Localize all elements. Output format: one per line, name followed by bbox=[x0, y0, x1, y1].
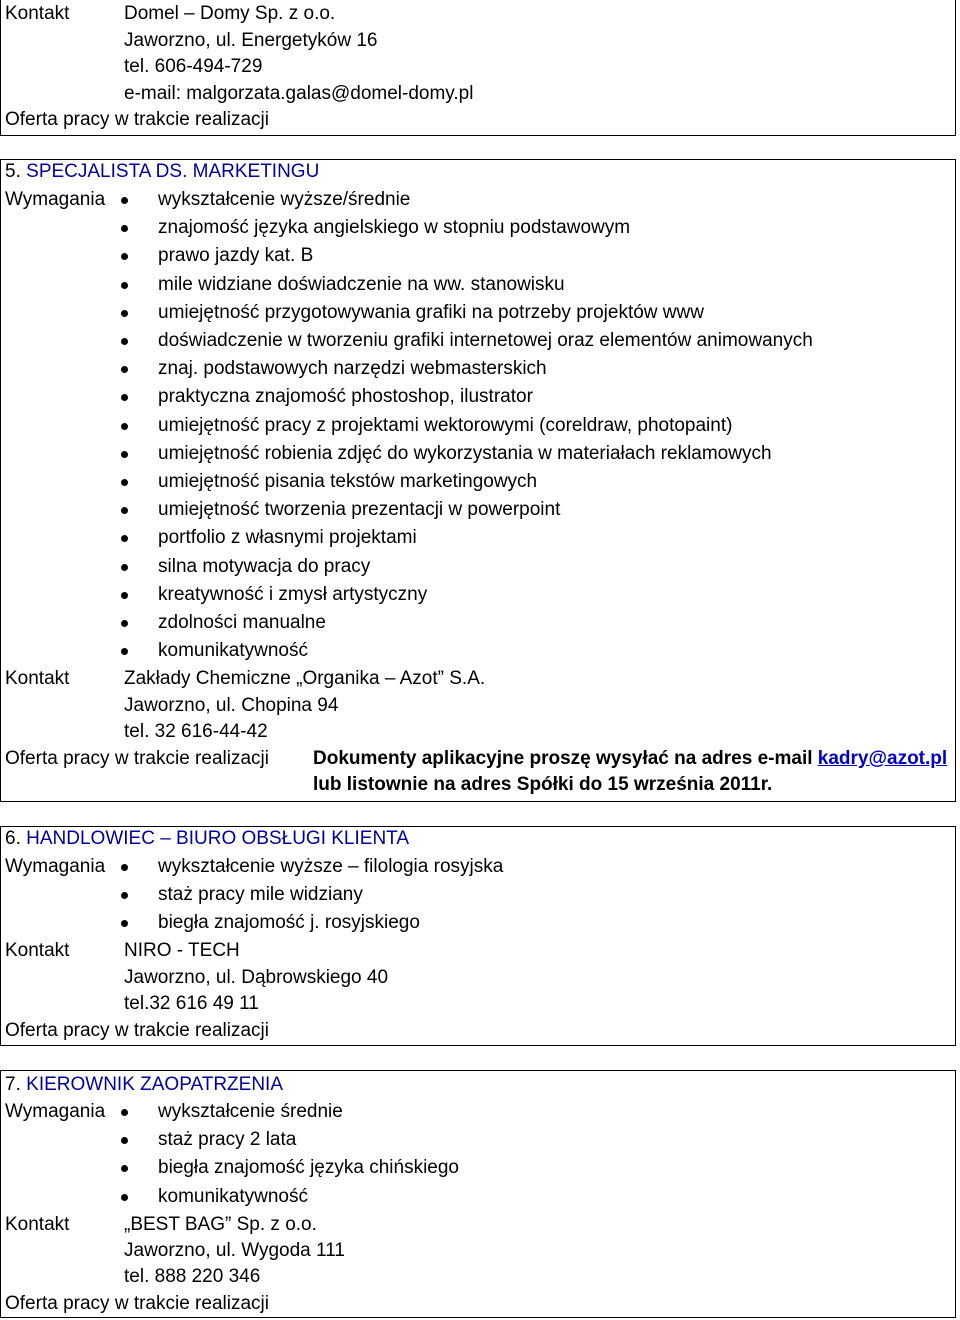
contact-phone: tel. 606-494-729 bbox=[124, 56, 263, 77]
contact-address: Jaworzno, ul. Chopina 94 bbox=[124, 695, 339, 716]
section-heading bbox=[5, 1074, 283, 1096]
requirement-text: kreatywność i zmysł artystyczny bbox=[158, 583, 428, 605]
offer-section-6 bbox=[0, 826, 956, 1046]
requirement-text: znajomość języka angielskiego w stopniu podstawowym bbox=[158, 217, 631, 239]
requirement-text: umiejętność tworzenia prezentacji w powerpoint bbox=[158, 499, 561, 521]
bullet-icon bbox=[121, 423, 128, 430]
contact-company: NIRO - TECH bbox=[124, 940, 240, 961]
requirements-label: Wymagania bbox=[5, 856, 106, 877]
bullet-icon bbox=[121, 648, 128, 655]
requirement-text: staż pracy 2 lata bbox=[158, 1129, 297, 1151]
bullet-icon bbox=[121, 1194, 128, 1201]
bullet-icon bbox=[121, 451, 128, 458]
requirement-text: wykształcenie wyższe/średnie bbox=[158, 189, 411, 210]
requirement-text: wykształcenie wyższe – filologia rosyjska bbox=[158, 856, 504, 877]
bullet-icon bbox=[121, 338, 128, 345]
contact-address: Jaworzno, ul. Wygoda 111 bbox=[124, 1240, 345, 1261]
offer-status: Oferta pracy w trakcie realizacji bbox=[5, 748, 269, 769]
requirement-text: prawo jazdy kat. B bbox=[158, 245, 314, 267]
section-heading bbox=[5, 828, 409, 850]
bullet-icon bbox=[121, 892, 128, 899]
contact-phone: tel. 888 220 346 bbox=[124, 1266, 261, 1287]
requirement-text: praktyczna znajomość phostoshop, ilustrator bbox=[158, 386, 533, 408]
offer-status: Oferta pracy w trakcie realizacji bbox=[5, 109, 269, 130]
requirement-text: portfolio z własnymi projektami bbox=[158, 527, 417, 549]
requirement-text: mile widziane doświadczenie na ww. stanowisku bbox=[158, 273, 565, 295]
email-link[interactable]: kadry@azot.pl bbox=[817, 748, 948, 769]
requirement-text: doświadczenie w tworzeniu grafiki internetowej oraz elementów animowanych bbox=[158, 330, 813, 351]
requirements-label: Wymagania bbox=[5, 189, 106, 210]
requirement-text: umiejętność robienia zdjęć do wykorzystania w materiałach reklamowych bbox=[158, 442, 772, 464]
bullet-icon bbox=[121, 592, 128, 599]
requirement-text: staż pracy mile widziany bbox=[158, 884, 363, 906]
requirement-text: silna motywacja do pracy bbox=[158, 555, 371, 577]
section-number: 7. bbox=[5, 1074, 21, 1095]
section-number: 5. bbox=[5, 161, 21, 182]
requirement-text: umiejętność pisania tekstów marketingowych bbox=[158, 471, 538, 492]
contact-email: e-mail: malgorzata.galas@domel-domy.pl bbox=[124, 83, 474, 104]
kontakt-label: Kontakt bbox=[5, 1214, 70, 1235]
requirement-text: zdolności manualne bbox=[158, 612, 326, 633]
contact-phone: tel. 32 616-44-42 bbox=[124, 721, 268, 742]
note-text: Dokumenty aplikacyjne proszę wysyłać na adres e-mail bbox=[313, 748, 818, 769]
requirement-text: umiejętność przygotowywania grafiki na potrzeby projektów www bbox=[158, 301, 704, 323]
kontakt-label: Kontakt bbox=[5, 3, 70, 24]
requirement-text: umiejętność pracy z projektami wektorowymi (coreldraw, photopaint) bbox=[158, 414, 733, 436]
application-note-line2: lub listownie na adres Spółki do 15 września 2011r. bbox=[313, 774, 773, 795]
bullet-icon bbox=[121, 366, 128, 373]
bullet-icon bbox=[121, 282, 128, 289]
bullet-icon bbox=[121, 479, 128, 486]
contact-address: Jaworzno, ul. Energetyków 16 bbox=[124, 30, 378, 51]
offer-status: Oferta pracy w trakcie realizacji bbox=[5, 1020, 269, 1041]
offer-section-5 bbox=[0, 159, 956, 802]
contact-company: Domel – Domy Sp. z o.o. bbox=[124, 3, 336, 24]
section-heading bbox=[5, 161, 319, 183]
offer-section-4 bbox=[0, 0, 956, 136]
section-number: 6. bbox=[5, 828, 21, 849]
requirement-text: komunikatywność bbox=[158, 1185, 308, 1207]
contact-address: Jaworzno, ul. Dąbrowskiego 40 bbox=[124, 967, 389, 988]
bullet-icon bbox=[121, 620, 128, 627]
requirement-text: znaj. podstawowych narzędzi webmasterskich bbox=[158, 358, 547, 380]
offer-status: Oferta pracy w trakcie realizacji bbox=[5, 1293, 269, 1314]
requirement-text: wykształcenie średnie bbox=[158, 1101, 343, 1122]
bullet-icon bbox=[121, 394, 128, 401]
requirement-text: biegła znajomość języka chińskiego bbox=[158, 1157, 459, 1179]
section-title: HANDLOWIEC – BIURO OBSŁUGI KLIENTA bbox=[26, 828, 410, 849]
bullet-icon bbox=[121, 564, 128, 571]
offer-section-7 bbox=[0, 1070, 956, 1318]
bullet-icon bbox=[121, 1109, 128, 1116]
contact-company: Zakłady Chemiczne „Organika – Azot” S.A. bbox=[124, 668, 486, 689]
requirement-text: komunikatywność bbox=[158, 640, 308, 662]
bullet-icon bbox=[121, 864, 128, 871]
kontakt-label: Kontakt bbox=[5, 668, 70, 689]
bullet-icon bbox=[121, 253, 128, 260]
contact-phone: tel.32 616 49 11 bbox=[124, 993, 259, 1014]
bullet-icon bbox=[121, 310, 128, 317]
bullet-icon bbox=[121, 507, 128, 514]
bullet-icon bbox=[121, 225, 128, 232]
application-note bbox=[313, 748, 947, 770]
section-title: KIEROWNIK ZAOPATRZENIA bbox=[26, 1074, 284, 1095]
kontakt-label: Kontakt bbox=[5, 940, 70, 961]
bullet-icon bbox=[121, 1137, 128, 1144]
section-title: SPECJALISTA DS. MARKETINGU bbox=[26, 161, 320, 182]
bullet-icon bbox=[121, 197, 128, 204]
bullet-icon bbox=[121, 920, 128, 927]
contact-company: „BEST BAG” Sp. z o.o. bbox=[124, 1214, 317, 1235]
requirements-label: Wymagania bbox=[5, 1101, 106, 1122]
requirement-text: biegła znajomość j. rosyjskiego bbox=[158, 912, 420, 934]
bullet-icon bbox=[121, 535, 128, 542]
bullet-icon bbox=[121, 1165, 128, 1172]
